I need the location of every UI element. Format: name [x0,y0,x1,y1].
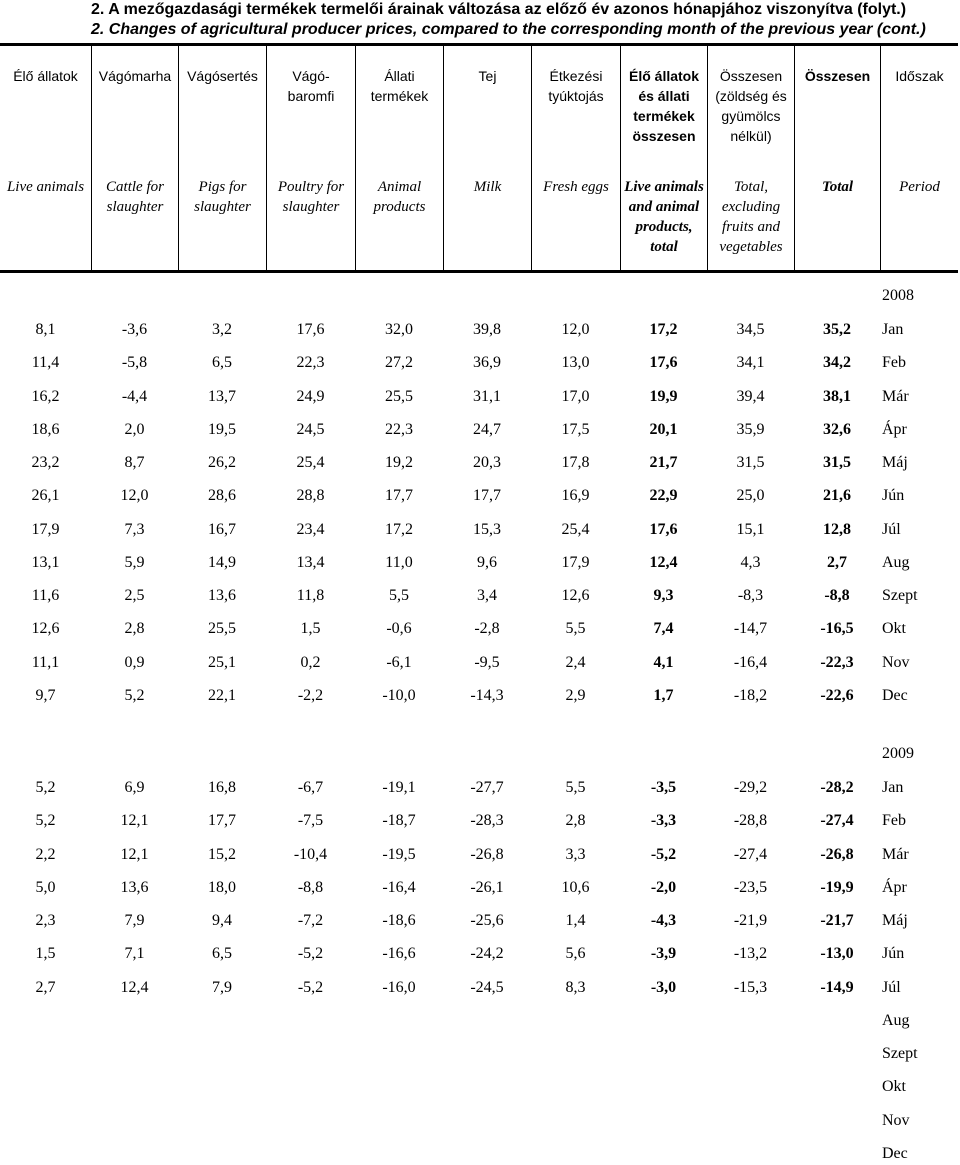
table-cell: 5,5 [389,587,409,604]
table-cell: -16,6 [382,945,416,963]
table-cell: -2,2 [297,686,324,704]
column-label-english: Pigs for slaughter [194,179,251,215]
table-cell: 5,2 [35,779,56,796]
period-label: Dec [882,686,908,704]
table-cell: -19,5 [382,845,416,863]
period-label: Nov [882,653,910,671]
table-cell: 6,9 [124,779,145,796]
table-cell: -5,8 [121,354,148,372]
table-cell: 1,4 [565,912,586,929]
table-cell: -8,8 [824,587,850,604]
table-cell: 38,1 [823,387,851,405]
table-cell: 31,1 [473,387,501,405]
table-cell: 10,6 [561,878,590,896]
table-row [0,487,960,507]
table-cell: 24,9 [296,387,325,405]
table-cell: 15,1 [736,520,765,538]
table-cell: 19,9 [649,387,678,405]
table-row [0,521,960,541]
table-cell: -5,2 [650,845,677,863]
table-cell: 12,1 [120,812,149,830]
table-cell: -18,2 [733,686,768,704]
table-row [0,1112,960,1132]
table-cell: 25,0 [736,487,765,505]
table-cell: -16,4 [382,878,416,896]
period-label: Okt [882,1078,906,1096]
table-cell: -16,4 [733,653,768,671]
table-row [0,879,960,899]
table-cell: 35,2 [823,321,851,338]
table-cell: -27,4 [820,812,854,830]
table-cell: 2,7 [35,978,56,996]
table-cell: -8,8 [297,878,324,896]
table-cell: 32,6 [823,420,851,438]
period-label: Ápr [882,420,907,438]
column-label-english: Cattle for slaughter [106,179,164,215]
table-cell: -26,1 [470,878,504,896]
table-row [0,1045,960,1065]
table-cell: -13,2 [733,945,768,963]
period-label: Máj [882,912,908,929]
table-cell: -26,8 [820,845,854,863]
table-cell: -3,9 [650,945,677,963]
table-cell: 27,2 [385,354,413,372]
table-cell: -26,8 [470,845,504,863]
table-cell: -4,4 [121,387,148,405]
table-cell: 9,6 [477,553,497,571]
table-cell: -10,4 [293,845,328,863]
period-label: Aug [882,1011,910,1029]
table-cell: 28,8 [296,487,325,505]
column-header-1 [0,46,91,270]
table-cell: 34,1 [736,354,765,372]
period-label: Jan [882,321,904,338]
table-cell: 12,8 [823,520,851,538]
table-row [0,687,960,707]
column-label-hungarian: Összesen [804,68,871,84]
table-cell: 13,1 [31,553,60,571]
table-title [91,0,926,40]
column-header-5 [355,46,443,270]
table-cell: -28,3 [470,812,504,830]
table-cell: 2,9 [565,686,586,704]
table-cell: 2,0 [124,420,145,438]
table-cell: 21,6 [823,487,851,505]
table-cell: 1,7 [653,686,674,704]
table-cell: -6,1 [386,653,412,671]
period-label: Dec [882,1144,908,1162]
table-cell: 16,8 [208,779,236,796]
table-cell: 17,6 [296,321,325,338]
table-cell: -3,3 [650,812,677,830]
table-cell: 17,7 [208,812,236,830]
column-label-hungarian: Állati termékek [370,68,429,104]
table-cell: 5,6 [565,945,586,963]
table-cell: 17,0 [561,387,590,405]
period-label: Már [882,845,909,863]
table-cell: -8,3 [737,587,764,604]
table-row [0,1145,960,1165]
column-label-hungarian: Élő állatok és állati termékek összesen [628,68,700,144]
table-cell: -21,7 [820,912,854,929]
table-cell: 8,7 [124,454,145,471]
table-row [0,912,960,932]
table-cell: 8,1 [35,321,56,338]
table-cell: -3,0 [650,978,677,996]
table-cell: -25,6 [470,912,504,929]
table-cell: -0,6 [386,620,412,638]
period-label: Júl [882,520,901,538]
table-cell: -28,8 [733,812,768,830]
table-cell: -3,5 [650,779,677,796]
table-cell: 5,9 [124,553,145,571]
table-cell: 34,2 [823,354,851,372]
table-cell: -24,5 [470,978,504,996]
table-cell: 17,9 [561,553,590,571]
table-cell: -18,7 [382,812,416,830]
table-cell: 2,3 [35,912,56,929]
column-label-english: Live animals [6,179,85,195]
table-cell: 31,5 [736,454,765,471]
table-cell: 17,8 [561,454,590,471]
table-cell: -6,7 [297,779,324,796]
table-cell: 0,2 [300,653,321,671]
table-cell: 24,5 [296,420,325,438]
column-label-english: Total [821,179,854,195]
table-cell: 12,0 [120,487,149,505]
table-cell: 12,6 [561,587,590,604]
table-cell: 17,6 [649,520,678,538]
table-cell: -4,3 [650,912,677,929]
table-cell: -9,5 [474,653,500,671]
period-label: Máj [882,454,908,471]
table-cell: 3,2 [212,321,232,338]
column-label-english: Fresh eggs [543,179,609,195]
table-cell: 4,3 [740,553,761,571]
table-row [0,846,960,866]
table-cell: 26,2 [208,454,236,471]
table-cell: -16,5 [820,620,854,638]
period-label: Jan [882,779,904,796]
table-cell: 22,3 [385,420,413,438]
table-cell: 17,7 [385,487,413,505]
table-row [0,1012,960,1032]
table-row [0,620,960,640]
column-label-english: Animal products [373,179,426,215]
column-label-hungarian: Időszak [895,68,944,84]
column-header-10 [794,46,880,270]
period-label: Ápr [882,878,907,896]
column-label-english: Total, excluding fruits and vegetables [719,179,783,255]
table-cell: 25,5 [208,620,236,638]
table-cell: 25,4 [296,454,325,471]
column-header-7 [531,46,620,270]
period-label: Okt [882,620,906,638]
table-cell: 11,4 [31,354,60,372]
table-cell: 13,6 [120,878,149,896]
table-cell: 7,4 [653,620,674,638]
column-label-hungarian: Vágósertés [187,68,258,84]
table-cell: -5,2 [297,978,324,996]
period-label: Aug [882,553,910,571]
table-cell: -7,5 [297,812,324,830]
table-cell: 5,5 [565,620,586,638]
column-label-english: Poultry for slaughter [277,179,345,215]
column-header-8 [620,46,707,270]
table-cell: 36,9 [473,354,501,372]
table-cell: 12,0 [561,321,590,338]
period-label: Júl [882,978,901,996]
table-cell: -14,3 [470,686,504,704]
table-cell: -3,6 [121,321,148,338]
table-cell: -15,3 [733,978,768,996]
table-cell: 5,2 [124,686,145,704]
column-label-hungarian: Tej [478,68,497,84]
column-header-4 [266,46,355,270]
table-cell: 21,7 [649,454,678,471]
table-cell: 19,5 [208,420,236,438]
table-row [0,587,960,607]
table-row [0,421,960,441]
table-cell: -18,6 [382,912,416,929]
column-header-6 [443,46,531,270]
table-cell: 2,8 [124,620,145,638]
table-cell: 6,5 [212,945,232,963]
table-cell: -21,9 [733,912,768,929]
period-label: Feb [882,812,906,830]
table-cell: 31,5 [823,454,851,471]
table-cell: 22,1 [208,686,236,704]
table-cell: 12,6 [31,620,60,638]
table-cell: 15,2 [208,845,236,863]
table-cell: 13,6 [208,587,236,604]
table-cell: 18,6 [31,420,60,438]
table-cell: 17,6 [649,354,678,372]
table-cell: 0,9 [124,653,145,671]
table-row [0,654,960,674]
table-cell: -19,1 [382,779,416,796]
table-cell: -13,0 [820,945,854,963]
table-cell: 17,7 [473,487,501,505]
table-row [0,388,960,408]
table-cell: 12,4 [120,978,149,996]
table-cell: 24,7 [473,420,501,438]
period-label: Jún [882,945,905,963]
table-cell: 20,1 [649,420,678,438]
column-label-hungarian: Étkezési tyúktojás [548,68,604,104]
table-cell: 17,5 [561,420,590,438]
year-label: 2008 [882,287,914,304]
table-cell: -22,6 [820,686,854,704]
column-label-english: Period [899,179,940,195]
table-cell: 20,3 [473,454,501,471]
table-row [0,979,960,999]
table-cell: 17,2 [649,321,678,338]
table-cell: -24,2 [470,945,504,963]
table-cell: 12,4 [649,553,678,571]
table-cell: -19,9 [820,878,854,896]
table-cell: 8,3 [565,978,586,996]
table-cell: -28,2 [820,779,854,796]
table-cell: 34,5 [736,321,765,338]
table-cell: 17,2 [385,520,413,538]
period-label: Már [882,387,909,405]
table-cell: 12,1 [120,845,149,863]
table-cell: 7,9 [212,978,232,996]
table-cell: 13,0 [561,354,590,372]
table-cell: -27,4 [733,845,768,863]
table-cell: 11,8 [296,587,325,604]
table-cell: 22,3 [296,354,325,372]
table-cell: 13,4 [296,553,325,571]
table-cell: 6,5 [212,354,232,372]
column-label-hungarian: Vágómarha [98,68,172,84]
table-header [0,43,958,273]
table-cell: 3,4 [477,587,497,604]
column-header-2 [91,46,178,270]
title-english: 2. Changes of agricultural producer prices, compared to the corresponding month of the previous year (cont.) [91,21,926,38]
table-cell: -10,0 [382,686,416,704]
table-cell: 39,4 [736,387,765,405]
table-cell: 25,4 [561,520,590,538]
table-cell: 16,9 [561,487,590,505]
table-cell: 9,3 [653,587,674,604]
table-cell: 23,2 [31,454,60,471]
column-header-9 [707,46,794,270]
column-label-english: Live animals and animal products, total [624,179,704,255]
table-cell: 18,0 [208,878,236,896]
table-cell: 9,7 [35,686,56,704]
column-label-english: Milk [473,179,502,195]
table-cell: -27,7 [470,779,504,796]
table-cell: -29,2 [733,779,768,796]
table-cell: 11,6 [31,587,60,604]
table-row [0,812,960,832]
table-cell: 5,0 [35,878,56,896]
table-cell: -7,2 [297,912,324,929]
table-cell: 11,1 [31,653,60,671]
table-cell: 14,9 [208,553,236,571]
table-cell: 22,9 [649,487,678,505]
table-cell: 1,5 [35,945,56,963]
table-cell: 28,6 [208,487,236,505]
column-header-11 [880,46,958,270]
column-label-hungarian: Élő állatok [13,68,78,84]
table-cell: 1,5 [300,620,321,638]
table-row [0,945,960,965]
table-cell: -14,7 [733,620,768,638]
table-cell: -5,2 [297,945,324,963]
table-cell: 25,1 [208,653,236,671]
table-cell: 2,7 [827,553,847,571]
title-hungarian: 2. A mezőgazdasági termékek termelői árainak változása az előző év azonos hónapjához viszonyítva (folyt.) [91,1,907,18]
table-cell: 32,0 [385,321,413,338]
table-cell: 25,5 [385,387,413,405]
table-cell: 2,4 [565,653,586,671]
table-cell: 5,2 [35,812,56,830]
table-cell: 7,1 [124,945,145,963]
period-label: Feb [882,354,906,372]
table-cell: 16,2 [31,387,60,405]
table-cell: 26,1 [31,487,60,505]
period-label: Szept [882,1045,918,1062]
table-cell: 17,9 [31,520,60,538]
column-label-hungarian: Összesen (zöldség és gyümölcs nélkül) [715,68,787,144]
column-label-hungarian: Vágó-baromfi [287,68,335,104]
table-row [0,779,960,799]
table-row [0,321,960,341]
table-cell: 23,4 [296,520,325,538]
table-cell: -22,3 [820,653,854,671]
table-cell: 5,5 [565,779,586,796]
table-cell: 2,2 [35,845,56,863]
table-cell: 16,7 [208,520,236,538]
table-cell: 7,3 [124,520,145,538]
table-cell: 4,1 [653,653,674,671]
table-row [0,1078,960,1098]
table-cell: 9,4 [212,912,232,929]
period-label: Jún [882,487,905,505]
table-cell: -14,9 [820,978,854,996]
table-cell: 39,8 [473,321,501,338]
table-cell: -16,0 [382,978,416,996]
table-cell: 19,2 [385,454,413,471]
table-cell: 35,9 [736,420,765,438]
table-row [0,454,960,474]
year-label: 2009 [882,745,914,762]
table-cell: -23,5 [733,878,768,896]
table-cell: -2,0 [650,878,677,896]
table-cell: 3,3 [565,845,586,863]
column-header-3 [178,46,266,270]
table-cell: 2,5 [124,587,145,604]
table-cell: 2,8 [565,812,586,830]
table-row [0,354,960,374]
table-row [0,554,960,574]
period-label: Szept [882,587,918,604]
table-cell: -2,8 [474,620,500,638]
period-label: Nov [882,1111,910,1129]
table-cell: 15,3 [473,520,501,538]
table-cell: 13,7 [208,387,236,405]
table-cell: 11,0 [385,553,413,571]
table-cell: 7,9 [124,912,145,929]
